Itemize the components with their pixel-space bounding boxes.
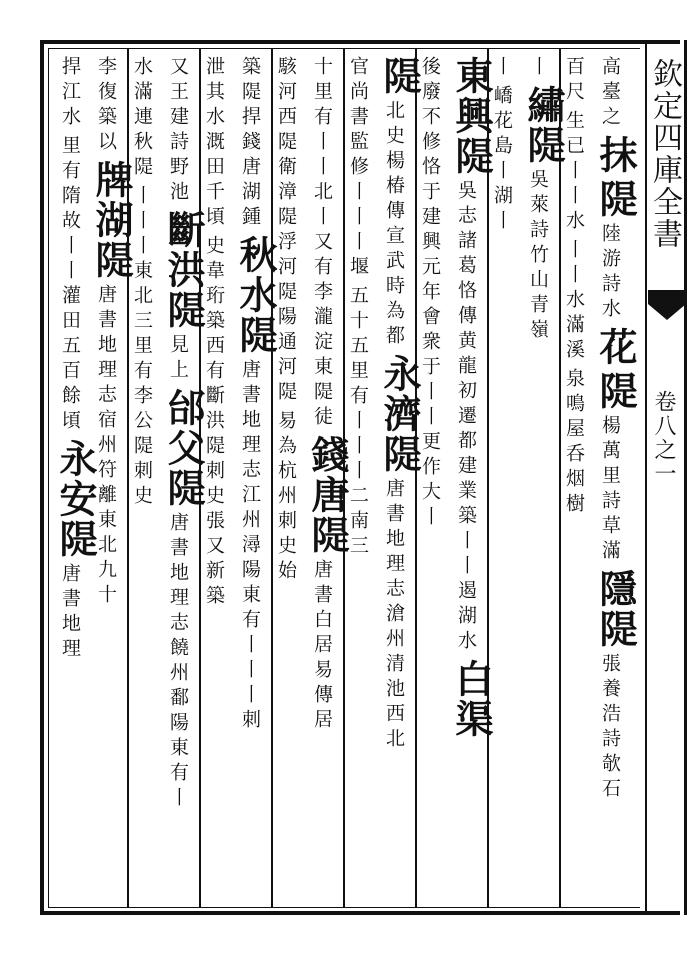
- entry-text: 唐書地理志宿州符離東北九十: [95, 284, 117, 609]
- text-column: [416, 56, 452, 904]
- margin-volume: 卷八之一: [651, 390, 676, 486]
- entry-heading: 秋水隄: [233, 235, 278, 355]
- fish-tail-mark: [648, 290, 686, 320]
- text-column: [272, 56, 308, 904]
- entry-text: 丨: [527, 56, 549, 81]
- entry-text: 唐書地理志饒州鄱陽東有丨: [167, 512, 189, 812]
- entry-heading: 錢唐隄: [305, 435, 350, 555]
- text-column: [233, 56, 278, 904]
- entry-text: 泄其水溉田千頃: [203, 56, 225, 231]
- entry-text: 見上: [167, 334, 189, 384]
- entry-text: 泉鳴屋呑烟樹: [563, 368, 585, 518]
- entry-text: 張養浩詩欹石: [599, 653, 621, 803]
- entry-text: 吳萊詩竹山青嶺: [527, 169, 549, 344]
- text-column: [449, 56, 494, 904]
- entry-text: 築隄捍錢唐湖鍾: [239, 56, 261, 231]
- entry-text: 水滿連秋隄: [131, 56, 153, 181]
- entry-text: 唐書地理志滄州清池西北: [383, 478, 405, 753]
- entry-heading: 隄: [593, 371, 638, 411]
- entry-text: 丨丨水滿溪: [563, 239, 585, 364]
- entry-heading: 繡隄: [521, 85, 566, 165]
- entry-text: 駭河西隄衛漳隄浮河隄陽通河隄: [275, 56, 297, 406]
- entry-text: 五十五里有丨丨丨二南三: [347, 285, 369, 560]
- entry-text: 里有隋故丨丨灌田五百餘頃: [59, 135, 81, 435]
- entry-heading: 隱隄: [593, 569, 638, 649]
- entry-text: 北史楊椿傳宣武時為都: [383, 100, 405, 350]
- entry-text: 丨: [491, 56, 513, 81]
- entry-text: 十里有丨丨北丨又有李瀧淀東隄徒: [311, 56, 333, 431]
- entry-heading: 牌湖隄: [89, 160, 134, 280]
- text-column: [377, 56, 422, 904]
- entry-heading: 永安隄: [53, 439, 98, 559]
- margin-title: 欽定四庫全書: [647, 58, 682, 250]
- entry-text: 官尚書監修丨丨丨堰: [347, 56, 369, 281]
- text-column: [593, 56, 638, 904]
- entry-heading: 抹: [593, 135, 638, 175]
- entry-heading: 永濟隄: [377, 354, 422, 474]
- text-column: [305, 56, 350, 904]
- text-column: [560, 56, 596, 904]
- entry-heading: 花: [593, 327, 638, 367]
- entry-text: 百尺: [563, 56, 585, 106]
- text-column: [521, 56, 566, 904]
- entry-text: 又王建詩野池: [167, 56, 189, 206]
- entry-text: 後廢不修恪于建興元年會衆于丨丨更作大丨: [419, 56, 441, 531]
- entry-heading: 白渠: [449, 659, 494, 739]
- entry-text: 高臺之: [599, 56, 621, 131]
- entry-text: 易為杭州刺史始: [275, 410, 297, 585]
- entry-heading: 隄: [593, 179, 638, 219]
- entry-text: 陸游詩水: [599, 223, 621, 323]
- entry-text: 生已丨丨水: [563, 110, 585, 235]
- entry-text: 嶠花島丨湖丨: [491, 85, 513, 235]
- entry-text: 吳志諸葛恪傳黄龍初遷都建業築丨丨遏湖水: [455, 180, 477, 655]
- entry-heading: 東興隄: [449, 56, 494, 176]
- entry-text: 丨丨丨東北三里有李公隄刺史: [131, 185, 153, 510]
- entry-heading: 隄: [377, 56, 422, 96]
- entry-text: 唐書地理志江州潯陽東有丨丨丨刺: [239, 359, 261, 734]
- text-column: [161, 56, 206, 904]
- text-column: [488, 56, 524, 904]
- entry-heading: 邰父隄: [161, 388, 206, 508]
- entry-text: 楊萬里詩草滿: [599, 415, 621, 565]
- entry-text: 史韋珩築西有斷洪隄刺史張又新築: [203, 235, 225, 610]
- text-column: [53, 56, 98, 904]
- entry-heading: 斷洪隄: [161, 210, 206, 330]
- entry-text: 李復築以: [95, 56, 117, 156]
- entry-text: 唐書地理: [59, 563, 81, 663]
- margin-edge: [684, 40, 687, 915]
- entry-text: 唐書白居易傳居: [311, 559, 333, 734]
- entry-text: 捍江水: [59, 56, 81, 131]
